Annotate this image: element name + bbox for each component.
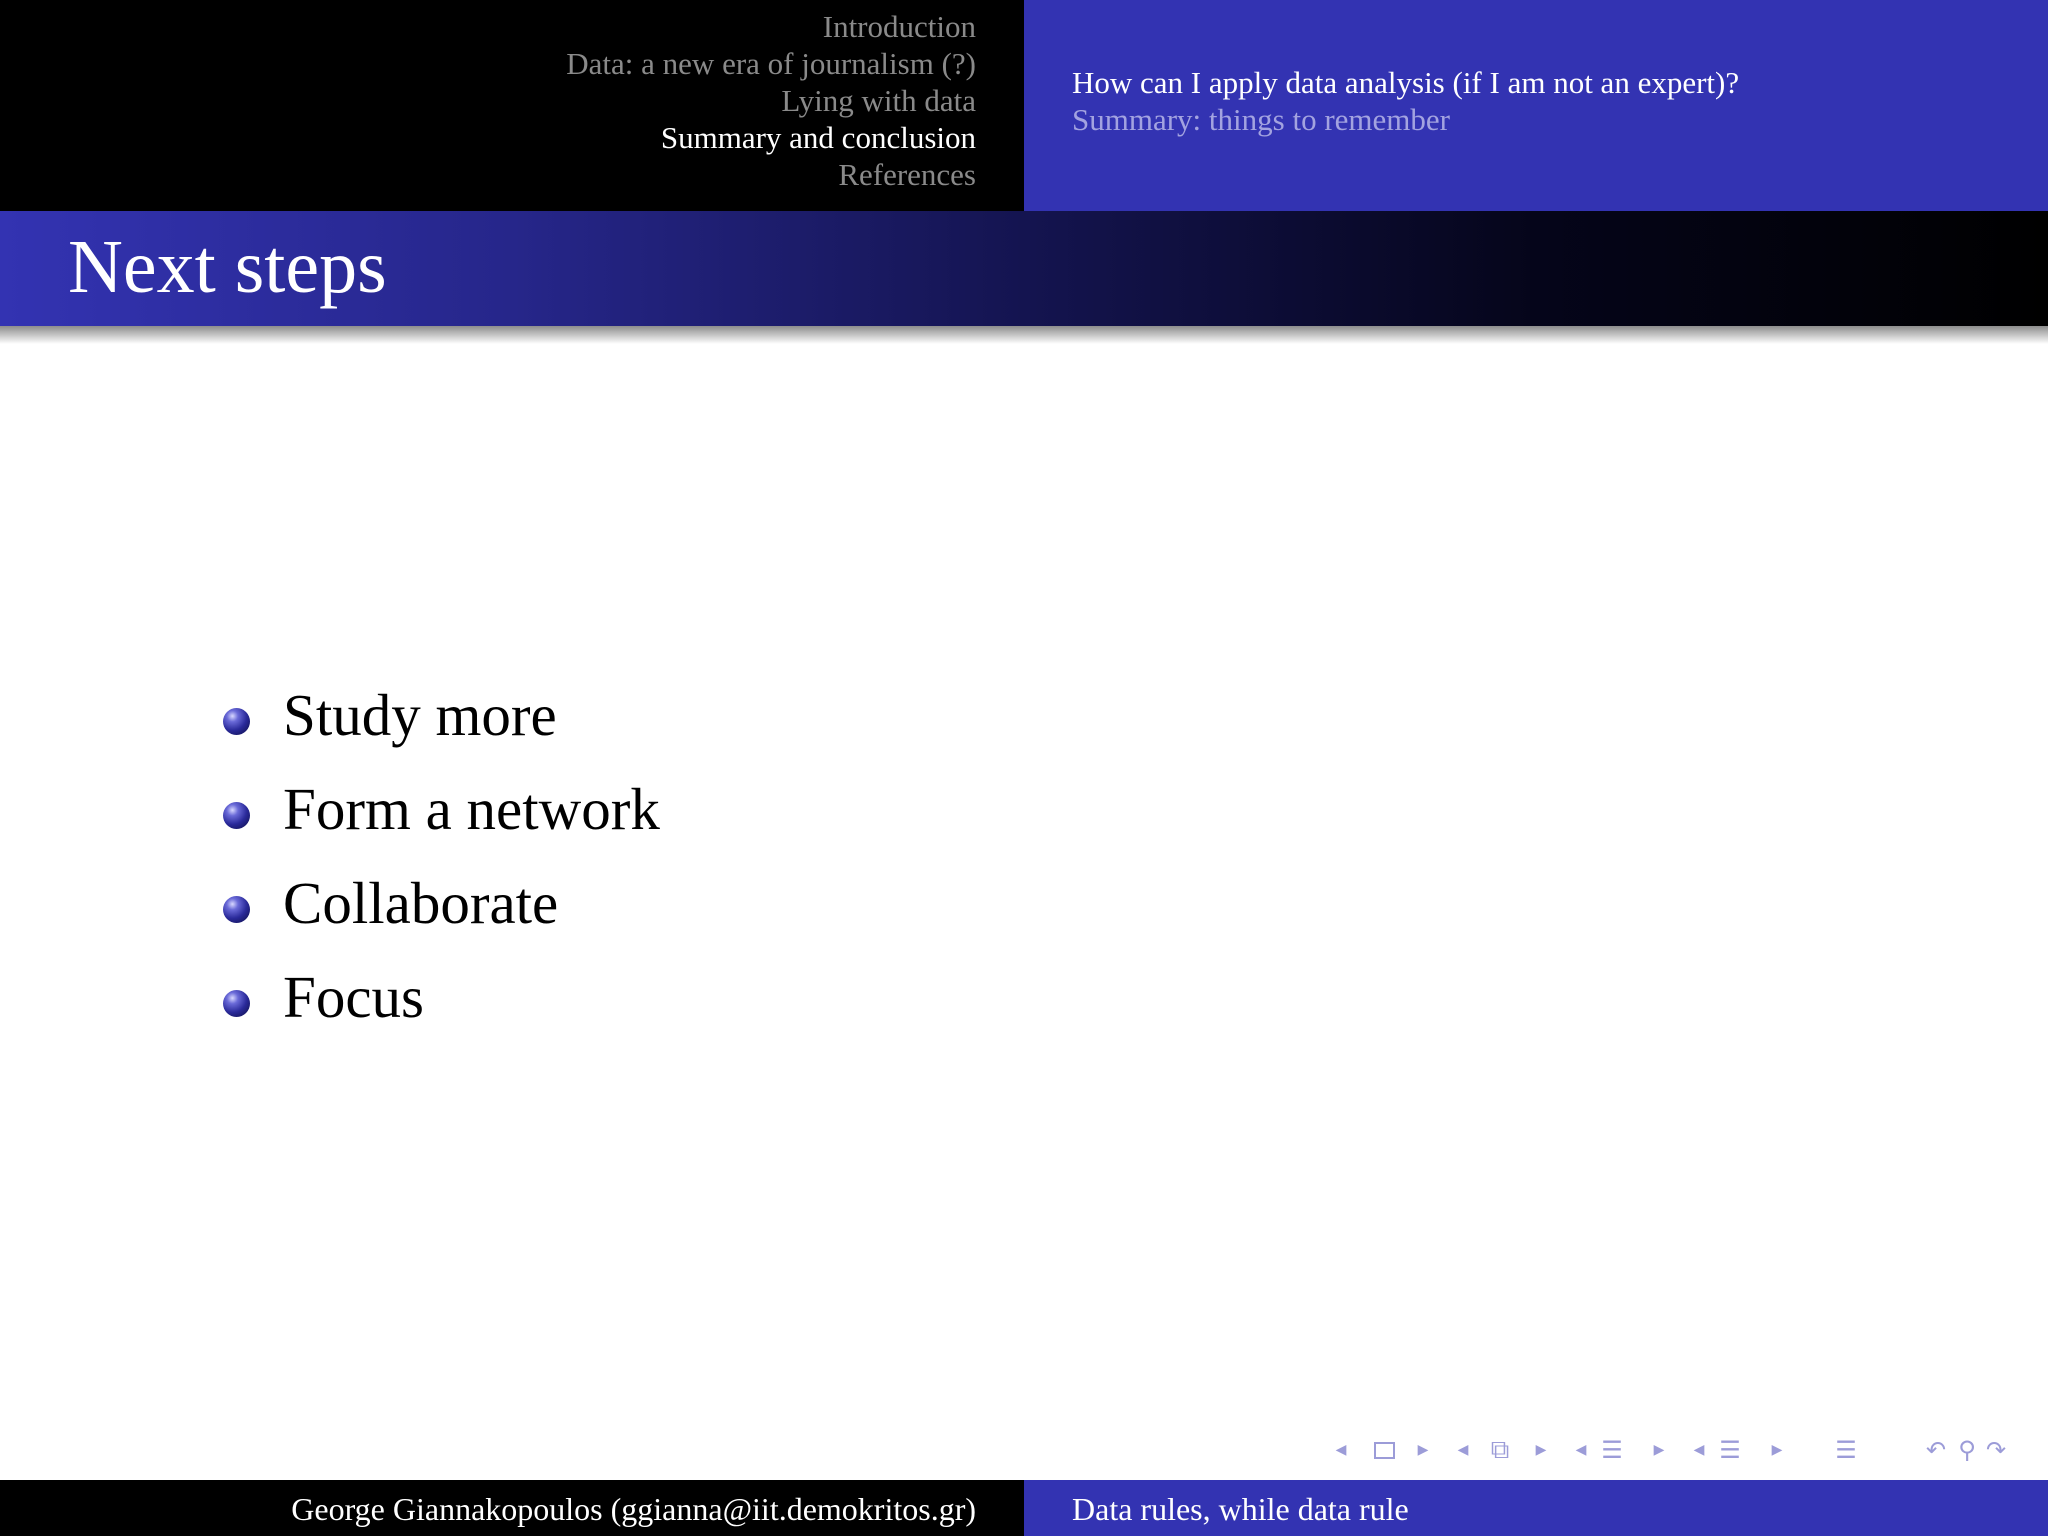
subsection-prev-arrow-icon[interactable]: ◀ [1575, 1442, 1587, 1458]
slide-prev-arrow-icon[interactable]: ◀ [1335, 1442, 1347, 1458]
frame-title-bar [0, 211, 2048, 326]
list-item [222, 866, 660, 960]
slide-icon[interactable] [1374, 1442, 1395, 1459]
back-icon[interactable]: ↶ [1925, 1436, 1947, 1464]
footer-title-panel [1024, 1480, 2048, 1536]
frame-title: Next steps [68, 225, 387, 309]
bullet-ball-icon [223, 896, 250, 923]
bullet-ball-icon [223, 802, 250, 829]
section-link-lying-with-data[interactable]: Lying with data [781, 83, 976, 118]
frame-icon[interactable]: ⧉ [1490, 1435, 1510, 1465]
section-prev-arrow-icon[interactable]: ◀ [1693, 1442, 1705, 1458]
bullet-list [222, 678, 660, 1054]
footer-author-panel [0, 1480, 1024, 1536]
subsection-link-summary-things[interactable]: Summary: things to remember [1072, 102, 1450, 137]
footer-presentation-title: Data rules, while data rule [1072, 1491, 1409, 1527]
header-sections-panel [0, 0, 1024, 211]
forward-icon[interactable]: ↷ [1985, 1436, 2007, 1464]
bullet-text: Form a network [283, 776, 660, 842]
section-next-arrow-icon[interactable]: ▶ [1771, 1442, 1783, 1458]
subsection-icon[interactable]: ☰ [1601, 1436, 1623, 1464]
title-bar-shadow [0, 326, 2048, 344]
subsection-navigation [1072, 64, 1739, 138]
list-item [222, 678, 660, 772]
bullet-text: Study more [283, 682, 557, 748]
section-link-references[interactable]: References [838, 157, 976, 192]
list-item [222, 960, 660, 1054]
section-link-introduction[interactable]: Introduction [822, 9, 976, 44]
navigation-symbols [1334, 1432, 2034, 1468]
document-icon[interactable]: ☰ [1835, 1436, 1857, 1464]
subsection-next-arrow-icon[interactable]: ▶ [1653, 1442, 1665, 1458]
footer-author: George Giannakopoulos (ggianna@iit.demokritos.gr) [291, 1491, 976, 1527]
frame-prev-arrow-icon[interactable]: ◀ [1457, 1442, 1469, 1458]
search-icon[interactable]: ⚲ [1958, 1436, 1976, 1464]
bullet-ball-icon [223, 990, 250, 1017]
header-subsections-panel [1024, 0, 2048, 211]
slide-next-arrow-icon[interactable]: ▶ [1417, 1442, 1429, 1458]
list-item [222, 772, 660, 866]
section-icon[interactable]: ☰ [1719, 1436, 1741, 1464]
subsection-link-apply-data-analysis[interactable]: How can I apply data analysis (if I am not an expert)? [1072, 65, 1740, 100]
bullet-ball-icon [223, 708, 250, 735]
bullet-text: Collaborate [283, 870, 559, 936]
bullet-text: Focus [283, 964, 424, 1030]
section-link-summary-conclusion[interactable]: Summary and conclusion [660, 120, 976, 155]
frame-next-arrow-icon[interactable]: ▶ [1535, 1442, 1547, 1458]
section-link-data-new-era[interactable]: Data: a new era of journalism (?) [566, 46, 976, 81]
section-navigation [566, 8, 976, 193]
